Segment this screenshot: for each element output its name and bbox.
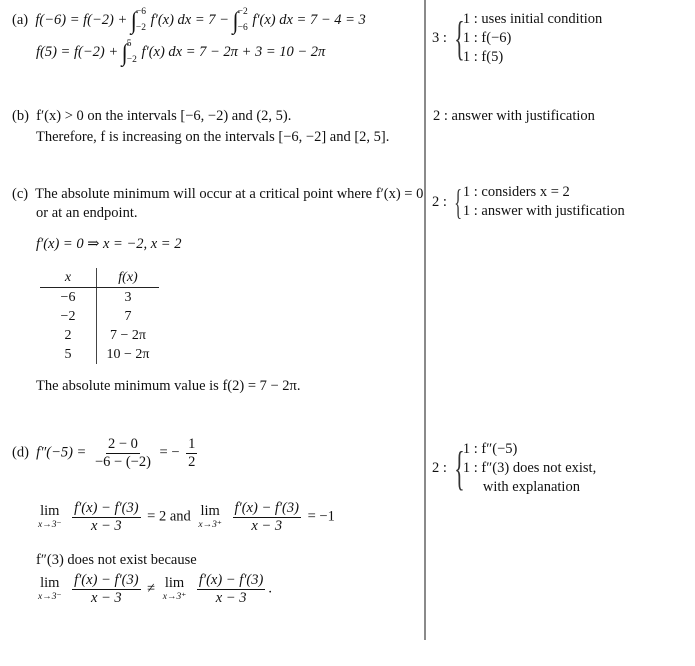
table-header-fx: f(x) [97, 268, 160, 288]
table-header-x: x [40, 268, 97, 288]
scoring-item: 1 : considers x = 2 [462, 184, 570, 200]
integral-2: ∫ −2 −6 [232, 6, 248, 34]
limits-not-equal: lim x→3⁻ $\frac{f'(x) - f'(3)}{x - 3}$ ≠ lim x→3⁺ $\frac{f'(x) - f'(3)}{x - 3}$ . [38, 572, 272, 606]
part-d-scoring: 2 : { 1 : f″(−5) 1 : f″(3) does not exist, with explanation [432, 441, 597, 495]
table-row: −6 3 [40, 288, 159, 308]
part-a-lhs: f(−6) = f(−2) + [35, 11, 128, 28]
part-d-line1: (d) f″(−5) = $\frac{2 - 0}{-6 - (-2)}$ = − $\frac{1}{2}$ [12, 436, 196, 470]
result-fraction: $\frac{1}{2}$ [188, 436, 196, 470]
table-row: 2 7 − 2π [40, 326, 159, 345]
table-row: 5 10 − 2π [40, 345, 159, 364]
part-a-label: (a) [12, 11, 29, 28]
scoring-item: with explanation [482, 479, 580, 495]
integral-1-body: f′(x) dx = 7 − [150, 11, 229, 28]
function-value-table [40, 268, 159, 364]
part-b-scoring: 2 : answer with justification [433, 108, 595, 124]
part-c-line1: (c) The absolute minimum will occur at a critical point where f′(x) = 0 [12, 186, 424, 202]
scoring-item: 1 : answer with justification [462, 203, 625, 219]
part-c-conclusion: The absolute minimum value is f(2) = 7 − 2π. [36, 378, 301, 394]
difference-quotient: $\frac{2 - 0}{-6 - (-2)}$ [94, 436, 151, 470]
integral-3: ∫ 5 −2 [121, 38, 137, 66]
scoring-item: 1 : f″(3) does not exist, [462, 460, 597, 476]
one-sided-limits: lim x→3⁻ $\frac{f'(x) - f'(3)}{x - 3}$ = 2 and lim x→3⁺ $\frac{f'(x) - f'(3)}{x - 3}$ = −1 [38, 500, 335, 534]
scoring-item: 1 : f(−6) [462, 30, 512, 46]
part-c-line2: or at an endpoint. [36, 205, 138, 221]
table-row: −2 7 [40, 307, 159, 326]
brace-icon: { [454, 441, 465, 495]
part-b-line2: Therefore, f is increasing on the intervals [−6, −2] and [2, 5]. [36, 129, 390, 145]
part-b-line1: (b) f′(x) > 0 on the intervals [−6, −2) and (2, 5). [12, 108, 292, 124]
dne-statement: f″(3) does not exist because [36, 552, 197, 568]
scoring-item: 1 : uses initial condition [462, 11, 603, 27]
part-c-scoring: 2 : { 1 : considers x = 2 1 : answer with justification [432, 182, 625, 222]
brace-icon: { [454, 11, 465, 65]
part-a-line1 [12, 8, 366, 33]
brace-icon: { [454, 182, 462, 222]
part-a-line2: f(5) = f(−2) + ∫ 5 −2 f′(x) dx = 7 − 2π + 3 = 10 − 2π [36, 38, 326, 66]
integral-1: ∫ −6 −2 [130, 6, 146, 34]
column-divider [424, 0, 426, 640]
scoring-item: 1 : f″(−5) [462, 441, 518, 457]
scoring-item: 1 : f(5) [462, 49, 504, 65]
critical-points: f′(x) = 0 ⇒ x = −2, x = 2 [36, 236, 182, 252]
integral-2-body: f′(x) dx = 7 − 4 = 3 [252, 11, 366, 28]
part-a-scoring: 3 : { 1 : uses initial condition 1 : f(−6) 1 : f(5) [432, 11, 603, 65]
